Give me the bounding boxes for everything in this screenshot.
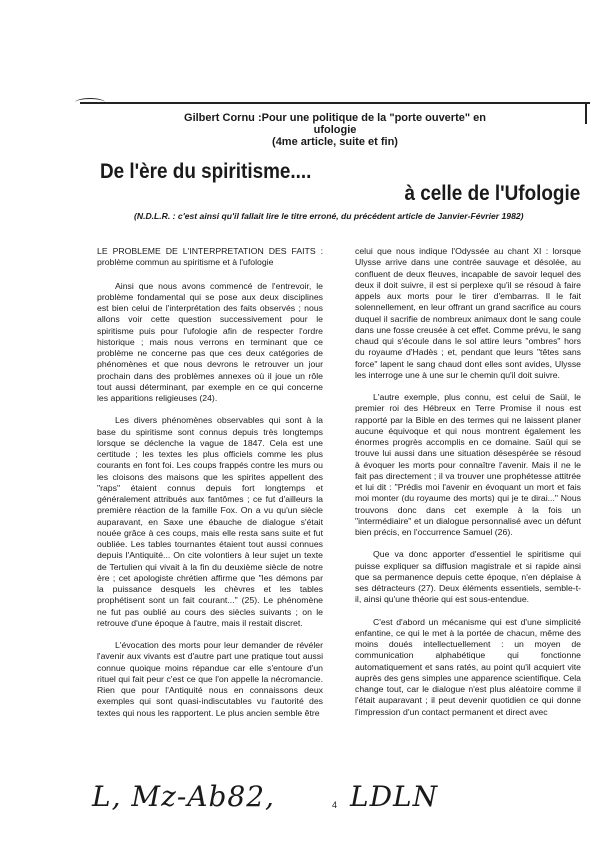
left-paragraph-3: L'évocation des morts pour leur demander de révéler l'avenir aux vivants est d'autre part une pratique tout aussi connue quoique moins répandue car elle s'entoure d'un rituel qui fait peur c'est ce que l'on appelle la nécromancie. Rien que pour l'Antiquité nous en connaissons deux exemples qui sont quasi-indiscutables vu l'autorité des textes qui nous les rapportent. Le plus ancien semble être (97, 640, 323, 718)
right-paragraph-4: C'est d'abord un mécanisme qui est d'une simplicité enfantine, ce qui le met à la portée de chacun, même des moins doués intellectuellement : un moyen de communication alphabétique qui fonctionne automatiquement et sans ratés, au point qu'il acquiert vite auprès des gens simples une apparence scientifique. Cela change tout, car le dialogue n'est plus aléatoire comme il l'était auparavant ; il peut devenir quotidien ce qui donne l'impression d'un contact permanent et direct avec (355, 616, 581, 717)
editor-note: (N.D.L.R. : c'est ainsi qu'il fallait lire le titre erroné, du précédent article de Janvier-Février 1982) (134, 211, 524, 221)
article-header-line1: Gilbert Cornu :Pour une politique de la "porte ouverte" en ufologie (184, 112, 486, 136)
header-rule-tick (585, 102, 587, 124)
left-paragraph-2: Les divers phénomènes observables qui sont à la base du spiritisme sont connus depuis très longtemps lorsque se déclenche la vague de 1847. Cela est une certitude ; les textes les plus officiels comme les plus courants en font foi. Les coups frappés contre les murs ou les cloisons des maisons que les spirites appellent des "raps" étaient connus depuis fort longtemps et généralement attribués aux fantômes ; ce fut d'ailleurs la première réaction de la famille Fox. On a vu qu'un siècle auparavant, en Saxe une ébauche de dialogue s'était nouée grâce à ces coups, mais elle resta sans suite et fut oubliée. Les tables tournantes étaient tout aussi connues depuis l'Antiquité... On cite volontiers à leur sujet un texte de Tertulien qui vivait à la fin du deuxième siècle de notre ère ; cet apologiste chrétien affirme que "les démons par la puissance desquels les chèvres et les tables prophétisent sont un fait courant..." (25). Le phénomène ne fut pas oublié au cours des siècles suivants ; on le retrouve d'une époque à l'autre, mais il restait discret. (97, 415, 323, 628)
header-rule (80, 102, 590, 104)
handwritten-ldln: LDLN (350, 780, 439, 813)
article-header-line2: (4me article, suite et fin) (272, 136, 398, 148)
right-paragraph-1: celui que nous indique l'Odyssée au chant XI : lorsque Ulysse arrive dans une contrée sauvage et désolée, au confluent de deux fleuves, incapable de savoir lequel des deux il doit suivre, il est si perplexe qu'il se résoud à faire appels aux morts pour le tirer d'embarras. Il le fait solennellement, en leur offrant un grand sacrifice au cours duquel il sacrifie de nombreux animaux dont le sang coule dans une fosse creusée à cet effet. Comme prévu, le sang chaud qui s'écoule dans le sol attire leurs "ombres" hors du royaume d'Hadès ; et, pendant que leurs "têtes sans force" lapent le sang chaud dont elles sont avides, Ulysse les interroge une à une sur le chemin qu'il doit suivre. (355, 246, 581, 380)
left-column (97, 246, 323, 730)
article-header (170, 112, 500, 148)
title-line1: De l'ère du spiritisme.... (100, 160, 312, 183)
handwritten-reference: L, Mz-Ab82, (92, 780, 275, 813)
section-heading: LE PROBLEME DE L'INTERPRETATION DES FAITS : problème commun au spiritisme et à l'ufologie (97, 246, 323, 268)
left-paragraph-1: Ainsi que nous avons commencé de l'entrevoir, le problème fondamental qui se pose aux deux disciplines est bien celui de l'interprétation des faits observés ; nous allons voir cette question successivement pour le spiritisme puis pour l'ufologie afin de respecter l'ordre historique ; mais nous verrons en terminant que ce problème ne concerne pas que ces deux catégories de phénomènes et que nous devrons le retrouver un jour prochain dans des problèmes annexes où il joue un rôle tout aussi déterminant, par exemple en ce qui concerne les apparitions religieuses (24). (97, 280, 323, 403)
right-paragraph-3: Que va donc apporter d'essentiel le spiritisme qui puisse expliquer sa diffusion magistrale et si rapide ainsi que sa permanence depuis cette époque, n'en déplaise à ses détracteurs (27). Deux éléments essentiels, semble-t-il, ainsi qu'une théorie qui est sous-entendue. (355, 549, 581, 605)
page-number: 4 (332, 800, 338, 810)
right-paragraph-2: L'autre exemple, plus connu, est celui de Saül, le premier roi des Hébreux en Terre Promise il nous est rapporté par la Bible en des termes qui ne laissent planer aucune équivoque et qui nous montrent également les énormes progrès accomplis en ce domaine. Saül qui se trouve lui aussi dans une situation désespérée se résoud à évoquer les morts pour connaître l'avenir. Mais il ne le fait pas directement ; il va trouver une prophétesse attitrée et lui dit : "Prédis moi l'avenir en évoquant un mort et fais moi monter (du royaume des morts) qui je te dirai..." Nous trouvons donc dans cet exemple à la fois un "intermédiaire" et un dialogue personnalisé avec un défunt bien précis, en l'occurrence Samuel (26). (355, 392, 581, 537)
right-column (355, 246, 581, 729)
title-line2: à celle de l'Ufologie (404, 182, 580, 205)
